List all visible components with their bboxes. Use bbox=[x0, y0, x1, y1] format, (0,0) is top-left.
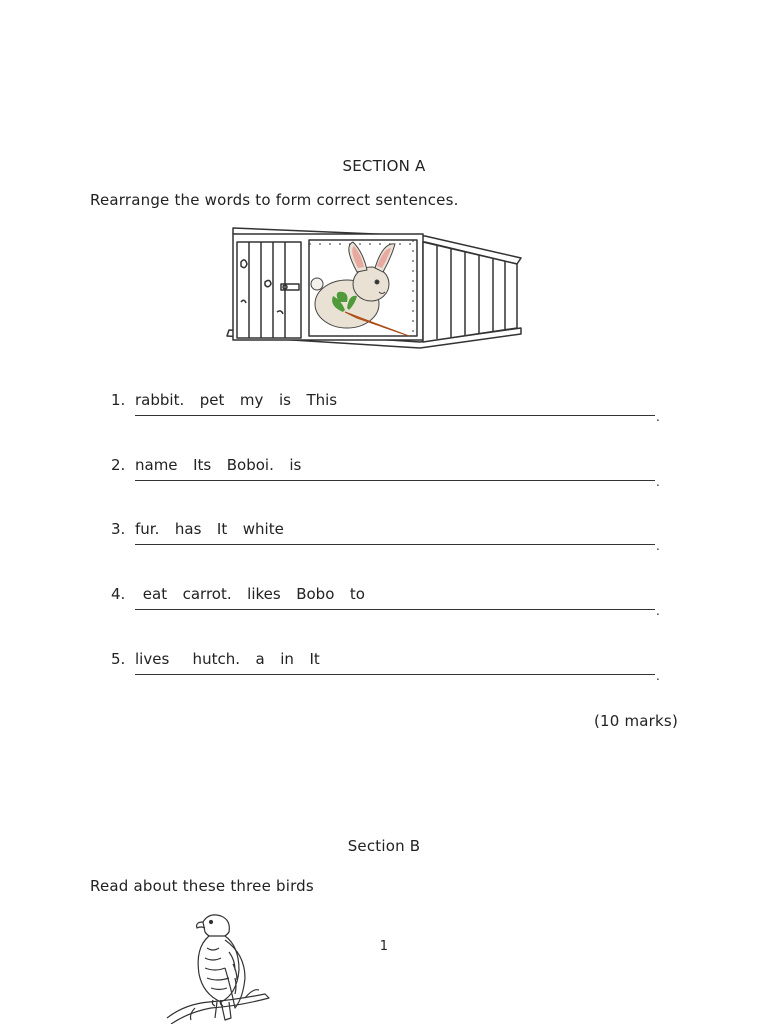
answer-line[interactable] bbox=[135, 480, 655, 481]
question-2 bbox=[111, 456, 671, 496]
question-words: eat carrot. likes Bobo to bbox=[135, 585, 365, 603]
answer-line[interactable] bbox=[135, 544, 655, 545]
answer-line[interactable] bbox=[135, 609, 655, 610]
answer-end-dot: . bbox=[656, 539, 660, 553]
answer-line[interactable] bbox=[135, 674, 655, 675]
question-1 bbox=[111, 391, 671, 431]
question-number: 5. bbox=[111, 650, 126, 668]
question-4 bbox=[111, 585, 671, 625]
answer-end-dot: . bbox=[656, 475, 660, 489]
answer-end-dot: . bbox=[656, 604, 660, 618]
question-words: rabbit. pet my is This bbox=[135, 391, 338, 409]
section-a-instruction: Rearrange the words to form correct sentences. bbox=[90, 191, 459, 209]
question-number: 3. bbox=[111, 520, 126, 538]
section-a-title: SECTION A bbox=[342, 157, 426, 175]
question-words: name Its Boboi. is bbox=[135, 456, 302, 474]
section-b-instruction: Read about these three birds bbox=[90, 877, 314, 895]
question-words: lives hutch. a in It bbox=[135, 650, 320, 668]
rabbit-hutch-illustration bbox=[225, 222, 525, 362]
answer-end-dot: . bbox=[656, 669, 660, 683]
question-number: 1. bbox=[111, 391, 126, 409]
answer-end-dot: . bbox=[656, 410, 660, 424]
section-b-title: Section B bbox=[347, 837, 421, 855]
question-number: 2. bbox=[111, 456, 126, 474]
answer-line[interactable] bbox=[135, 415, 655, 416]
marks-label: (10 marks) bbox=[593, 712, 678, 730]
question-3 bbox=[111, 520, 671, 560]
page-number: 1 bbox=[379, 939, 389, 954]
question-5 bbox=[111, 650, 671, 690]
question-number: 4. bbox=[111, 585, 126, 603]
question-words: fur. has It white bbox=[135, 520, 284, 538]
eagle-illustration bbox=[165, 908, 275, 1024]
